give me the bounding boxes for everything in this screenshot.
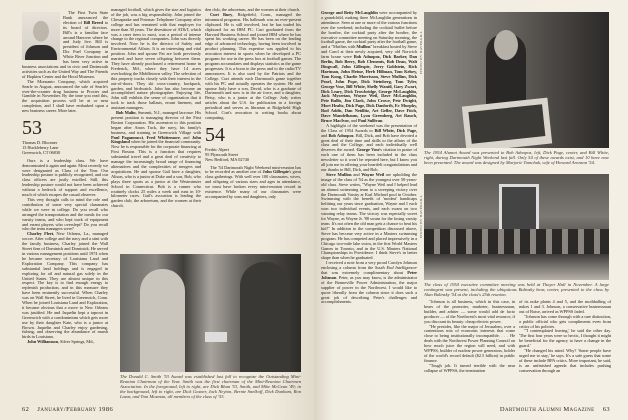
paragraph: This very thought calls to mind the role and contribution of some very special classmates while we were in college. Do you recall who arranged the transportation and the meals for our varsity teams, and who kept track of equipment and errant players who overslept? Do you recall who the team managers were? [22, 197, 108, 232]
class-secretary-address [205, 148, 301, 163]
paragraph: "Johnson has come through with a rare distinction, a public official who gets compliments even from critics of his policies. [519, 313, 611, 329]
paragraph: John Williamson, Silver Springs, Md., [27, 339, 95, 345]
photo-credit: PHOTO BY HAVERGILL [419, 194, 423, 238]
left-column-1 [22, 11, 108, 345]
magazine-name: Dartmouth Alumni Magazine [499, 406, 595, 413]
page-footer-left [22, 406, 113, 413]
paragraph: den club, the arboretum, and the women at their church. [205, 7, 301, 12]
right-column-1 [321, 11, 417, 305]
paragraph: Charley Fleet, New Orleans, La., managed soccer. After college and the navy and a stint with the family business, Charley joined the Wall Street firm of Dominick and Dominick. He served in various management positions until 1974 when he became secretary of Louisiana Land and Exploration Company. This company has substantial land holdings and is engaged in exploring for oil and natural gas solely in the United States. They are almost unique in this respect. The key is to find enough energy to replenish production, and in this measure they have been eminently successful. When Charley was on Wall Street, he lived in Greenwich, Conn. When he joined Louisiana Land and Exploration, it became obvious that a move to New Orleans was justified. He and Jaquelin kept a taproot in Greenwich with a condominium which gets more use by their daughter Kate, who is a junior at Brown. Jaquelin and Charley enjoy gardening, fishing, and observing the abundance of marsh birds in Louisiana. [22, 231, 108, 340]
intro-paragraph: The First Twin State Bank announced the election of Bill Breed to its board of directors. Bill's is a familiar face around Hanover where he and Judy live. Bill is president of Johnson and Dix Fuel Company in White River Junction and has been very active in business associations and in civic and Dartmouth activities such as the United Way and The Friends of Hopkins Center and the Hood Museum. [22, 10, 109, 79]
paragraph: I received a note from a very proud Carolyn Johnson enclosing a column from the South End Intelligencer that was extremely complimentary about Peter Johnson. Peter, as you may know, is the administrator of the Bonneville Power Administration, the major supplier of power in the Northwest. I would like to quote liberally from the column since it does such a great job of describing Peter's challenges and accomplishments. [321, 260, 417, 305]
right-page [314, 0, 628, 420]
paragraph: Steve Mullins and Wayne Weil are upholding the image of the class of '54 as the youngest over 50-years-old class. Steve writes, "Wayne Weil and I helped lead an alumni swimming team to a sweeping victory over the Dartmouth Varsity at Karl Michael pool in October. Swimming with the benefit of 'modest' handicaps befitting our years since graduation, Wayne and I each won two individual events, and each swam on two winning relay teams. The victory was especially sweet for Wayne, as Wayne Jr. '88 swam for the losing varsity team. It's not often the old man gets a chance to beat his kid!" In addition to the competition discussed above, Steve has become very active in a Masters swimming program. He has competed and placed impressively in a Chicago two-mile lake swim, in the first World Masters Games in Toronto, and in the U.S. Masters National Championships in Providence. I think Steve's in better shape than when he graduated. [321, 171, 418, 261]
executive-committee-photo [424, 174, 609, 280]
secretary-street: 13 Huckleberry Lane [22, 144, 59, 150]
paragraph: A highlight of the weekend was the presentation of the Class of 1954 Awards to Bill White, Dick Page, and Bob Adnopoz. Bill, Dick, and Bob have devoted a great deal of their time and skills to the affairs of the class and the College, and each individually well deserves the award. George Vose's citation in praise of each one of them has been included in the class newsletter so it won't be repeated here, but I know you all join me in offering your heartfelt congratulations and our thanks to Bill, Dick, and Bob. [321, 122, 418, 172]
paragraph: Ours is a leadership class. We have demonstrated it again and again. Most recently we were designated as Class of the Year. Our leadership posture is publicly recognized, and our class officers are justly extolled. Still, this leadership posture would not have been achieved without a bedrock of support and excellence, much of which escapes the casual observer. [22, 157, 108, 198]
paragraph: managed football, which gives the size and logistics of the job, was a big responsibility. John joined the Chesapeake and Potomac Telephone Company after college and has remained with that employer for more than 30 years. The divestiture of AT&T, which was a rarer item to most, was a period of intense change to the regional companies. John was directly involved. Now he is the director of Safety and Environmental Affairs. It is an interesting and vital position. John and spouse Pat are both previously married and have seven offspring between them. They have already purchased a retirement home in Frederick, Md., where they have 14 acres overlooking the Middletown valley. The selection of this property tracks closely with their interest in the out-of-doors. They ski cross-country, backpack, garden, and birdwatch. John has also become an accomplished nature photographer. Enjoying life, John still exhibits the sense of organization that it took to track those ballasts, errant linemen, and assistant managers. [111, 7, 201, 111]
left-column-2 [111, 8, 201, 209]
alumni-award-photo [424, 12, 609, 148]
secretary-street: 95 Plymouth Street [205, 151, 238, 157]
page-number: 62 [22, 406, 30, 413]
issue-date: January/February 1986 [37, 406, 114, 413]
secretary-name: Thomas D. Bloomer [22, 140, 58, 146]
paragraph: "Tough job. It turned terrible with the near collapse of WPPSS, the termination [424, 362, 515, 373]
executive-committee-caption: The class of 1954 executive committee meeting was held at Thayer Hall in November. A large contingent was present, including the ubiquitous Bulinsky bear, center, presented to the class by Alan Bulinsky '54 at the class's 25th reunion. [424, 282, 609, 298]
secretary-city: New Bedford, MA 02740 [205, 156, 249, 162]
paragraph: "Johnson is all business, which in this case, in bears of the promoter, marketer, businessman, builder, and arbiter — some would add de facto producer — of the Northwest's most vital resource, if you discount its beauty: cheap electric power. [424, 299, 515, 324]
headshot-photo [22, 12, 60, 60]
paragraph: The Monsanto Company, which acquired Searle in August, announced the sale of Searle's over-the-counter drug business to Procter and Gamble in November. By the time you read this, the acquisition process will be at or near completion, and I shall have embarked upon a new business career. More later. [22, 78, 108, 114]
secretary-name: Fredric Alpert [205, 146, 229, 152]
page-footer-right [500, 406, 610, 413]
paragraph: George and Betty McLaughlin were accompanied by a grandchild, making three McLaughlin generations in attendance. Seen at one or more of the various functions over the weekend, including the cocktail buffet before the bonfire, the cocktail party after the bonfire, the executive committee meeting on Saturday morning, the football game, the cocktail party after the football game, and a "Muffins with Mullins" breakfast hosted by Steve and Carol at their newly acquired, very old Norwich farm house were Bob Adnopoz, Dick Barker, Dan Berlin, Bob Berry, Bob Clements, Bob Dean, Walt Dingwall, John Gillespie, Jerry Goldstein, Rick Hartman, John Heisse, Herb Hillman, Tom Kelsey, Tom Kong, Charlie Morrisson, Steve Mullins, Dick Pearl, John Pope, Dick Steinberg, Tom Tyler, George Vose, Bill White, Shelly Wantil, Gary Zwart, Dick Leary, Dick Trowbridge, George McLaughlin, Jack Myserian, Wayne Weil, Dave McLaughlin, Pete Bullis, Jim Clark, John Crowe, Pete Dwight, Mort Healtz, Dick Page, Dick Danforth, Ev Murphy, Rod Addis, Dan Neidlitz, Art Geller, Dave Fitch, Dave Mandelbaum, Lyon Greenberg, Art Rauch, Bruce MacIvor, and Paul Sullivan. [321, 10, 418, 123]
alumni-award-caption: The 1954 Alumni Award was presented to Bob Adnopoz, left, Dick Page, center, and Bill White, right, during Dartmouth Night Weekend last fall. Only 54 of these awards exist, and 10 have now been presented. The award was designed by Marjorie Tomchuk, wife of Howard Aronson '54. [424, 150, 609, 166]
paragraph: "He presides, like the major of Jerusalem, over a contentious mix of economic interests that come close to being institutionally incompatible. . . . He deals with the Northwest Power Planning Council on how much juice the region will need, and with WPPSS, builder of nuclear power generators, holder of the world's record default ($2.5 billion) in public finance. [424, 323, 515, 363]
paragraph: "'I contemplated leaving,' he said the other day. 'The first four years were so hectic, I thought it might be beneficial for the agency to have a change in the guard.' [519, 328, 611, 349]
class-number-54: 54 [205, 123, 225, 146]
smith-award-caption: The Donald C. Smith '53 Award was established last fall to recognize the Outstanding Mini-Reunion Chairman of the Year. Smith was the first chairman of the Mini-Reunion Chairmen Association. In the foreground, left to right, are Dick Blum '53, Smith, and Mike McGean '49; in the background, left to right, are Dick Gosner, Jack Neyton, Bernie Snelkoff, Dick Dunham, Ron Lazar, and Tom Mosman, all members of the class of '53. [120, 374, 301, 400]
paragraph: Curt Bury, Ridgefield, Conn., managed the intramural programs. His hallmark was an ever-present clipboard. He is still involved, but he has traded his clipboard for an IBM PC. Curt graduated from the Harvard Business School and joined IBM where he has spent his working career. He has been on the leading edge of advanced technology, having been involved in product planning. This expertise was applied to his avocation interest in sports when he developed a PC program for use in the press box at football games. The program accumulates and displays statistics as the game progresses. It is a boon to the press and to the radio/TV announcers. It is also used by the Patriots and the College. Curt attends each Dartmouth game together with his PC and actually operates the system. He and spouse Judy have a son, David, who is a graduate of Dartmouth and now is in the air force, and a daughter, Betsy, who is a junior at the College. Judy writes articles about the U.S. for publication in a foreign periodical and serves as librarian at Ridgefield High School. Curt's avocation is writing books about computing. [205, 11, 301, 120]
smith-award-group-photo [120, 254, 301, 372]
paragraph: Bob Malin, Summit, N.J., managed lacrosse. His present position is managing director of the First Boston Corporation. His ascension to this position began after Amos Tuck, the navy, his family's business, and training in Greenwich Village with Paul Pagannucci, Fred Whittemore, and John Kingsland when he joined the financial community. Now he is responsible for the corporate financing at First Boston. This is a function that requires substantial travel and a great deal of creativity to manage the increasingly broad range of financing alternatives and the complexities of mergers and acquisitions. He and spouse Gail have a daughter, Alison, who is a junior at Duke and a son, Bob, who plays three sports as a junior at the Westminster School in Connecticut. Bob is a runner who routinely clocks 25 miles a week and runs in 10-kilometer races. Gail's avocation is leading the garden club, the arboretum, and the women at their church. [111, 110, 202, 209]
photo-credit: PHOTO BY HAVERGILL [419, 30, 423, 74]
page-number: 63 [602, 406, 610, 413]
paragraph: The '54 Dartmouth Night Weekend mini-reunion has to be recorded as another one of John Gillespie's great class gatherings. With well over 100 classmates, wives, and offspring of various sizes and ages in attendance, we must have broken every mini-reunion record in existence. While many of our classmates were accompanied by sons and daughters, only [205, 164, 301, 199]
paragraph: of its nuke plants 4 and 5, and the mothballing of nukes 1 and 3. Johnson, a conservative businessman out of Boise, arrived as WPPSS faded. [519, 299, 611, 314]
paragraph: "He changed his mind. Why? 'Some people have urged me to stay,' he says. It's a safe guess that some of these include BPA critics. More important, he said, is an unfinished agenda that includes pushing conservation through an [519, 348, 611, 373]
left-column-3 [205, 8, 301, 200]
class-number-53: 53 [22, 117, 42, 140]
class-secretary-address [22, 141, 108, 156]
right-column-3 [519, 300, 611, 374]
secretary-city: Greenwich, CT 06830 [22, 149, 61, 155]
right-column-2 [424, 300, 515, 374]
